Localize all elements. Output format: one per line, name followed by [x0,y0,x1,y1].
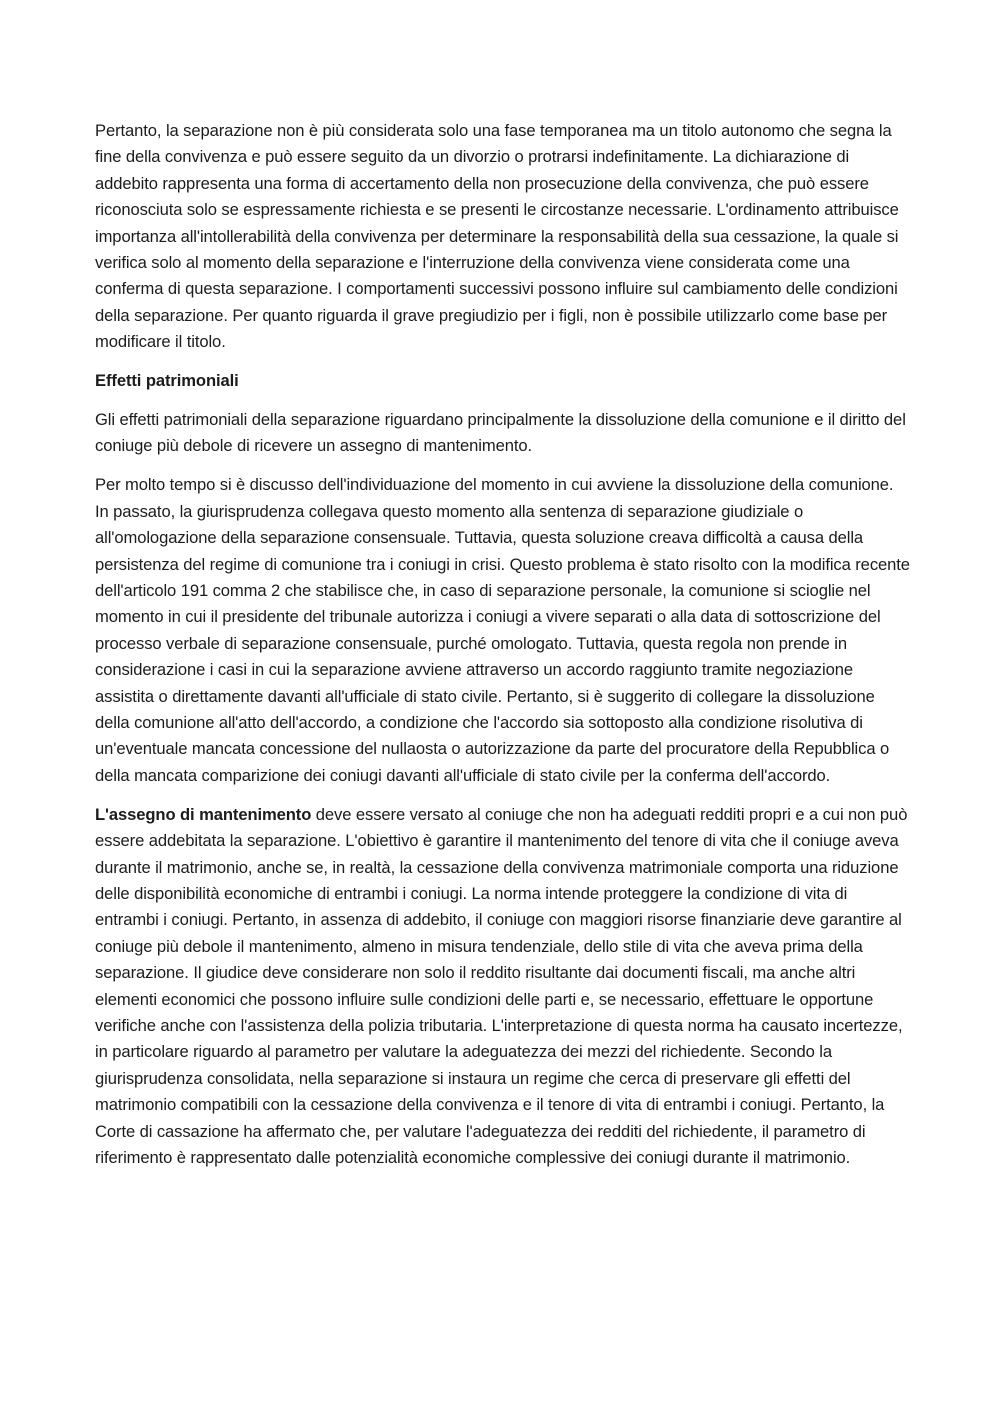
paragraph-dissoluzione-comunione: Per molto tempo si è discusso dell'individuazione del momento in cui avviene la dissoluzione della comunione. In passato, la giurisprudenza collegava questo momento alla sentenza di separazione giudiziale o all'omologazione della separazione consensuale. Tuttavia, questa soluzione creava difficoltà a causa della persistenza del regime di comunione tra i coniugi in crisi. Questo problema è stato risolto con la modifica recente dell'articolo 191 comma 2 che stabilisce che, in caso di separazione personale, la comunione si scioglie nel momento in cui il presidente del tribunale autorizza i coniugi a vivere separati o alla data di sottoscrizione del processo verbale di separazione consensuale, purché omologato. Tuttavia, questa regola non prende in considerazione i casi in cui la separazione avviene attraverso un accordo raggiunto tramite negoziazione assistita o direttamente davanti all'ufficiale di stato civile. Pertanto, si è suggerito di collegare la dissoluzione della comunione all'atto dell'accordo, a condizione che l'accordo sia sottoposto alla condizione risolutiva di un'eventuale mancata concessione del nullaosta o autorizzazione da parte del procuratore della Repubblica o della mancata comparizione dei coniugi davanti all'ufficiale di stato civile per la conferma dell'accordo. [95,475,910,785]
paragraph-effetti-patrimoniali: Gli effetti patrimoniali della separazione riguardano principalmente la dissoluzione della comunione e il diritto del coniuge più debole di ricevere un assegno di mantenimento. [95,410,906,456]
paragraph-separazione-titolo: Pertanto, la separazione non è più considerata solo una fase temporanea ma un titolo autonomo che segna la fine della convivenza e può essere seguito da un divorzio o protrarsi indefinitamente. La dichiarazione di addebito rappresenta una forma di accertamento della non prosecuzione della convivenza, che può essere riconosciuta solo se espressamente richiesta e se presenti le circostanze necessarie. L'ordinamento attribuisce importanza all'intollerabilità della convivenza per determinare la responsabilità della sua cessazione, la quale si verifica solo al momento della separazione e l'interruzione della convivenza viene considerata come una conferma di questa separazione. I comportamenti successivi possono influire sul cambiamento delle condizioni della separazione. Per quanto riguarda il grave pregiudizio per i figli, non è possibile utilizzarlo come base per modificare il titolo. [95,121,899,352]
paragraph-body-text: deve essere versato al coniuge che non ha adeguati redditi propri e a cui non può essere addebitata la separazione. L'obiettivo è garantire il mantenimento del tenore di vita che il coniuge aveva durante il matrimonio, anche se, in realtà, la cessazione della convivenza matrimoniale comporta una riduzione delle disponibilità economiche di entrambi i coniugi. La norma intende proteggere la condizione di vita di entrambi i coniugi. Pertanto, in assenza di addebito, il coniuge con maggiori risorse finanziarie deve garantire al coniuge più debole il mantenimento, almeno in misura tendenziale, dello stile di vita che aveva prima della separazione. Il giudice deve considerare non solo il reddito risultante dai documenti fiscali, ma anche altri elementi economici che possono influire sulle condizioni delle parti e, se necessario, effettuare le opportune verifiche anche con l'assistenza della polizia tributaria. L'interpretazione di questa norma ha causato incertezze, in particolare riguardo al parametro per valutare la adeguatezza dei mezzi del richiedente. Secondo la giurisprudenza consolidata, nella separazione si instaura un regime che cerca di preservare gli effetti del matrimonio compatibili con la cessazione della convivenza e il tenore di vita di entrambi i coniugi. Pertanto, la Corte di cassazione ha affermato che, per valutare l'adeguatezza dei redditi del richiedente, il parametro di riferimento è rappresentato dalle potenzialità economiche complessive dei coniugi durante il matrimonio. [95,804,908,1168]
paragraph-lead-bold: L'assegno di mantenimento [95,804,312,824]
section-heading: Effetti patrimoniali [95,371,239,391]
document-page [95,118,910,1184]
paragraph-assegno-mantenimento [95,802,910,1172]
